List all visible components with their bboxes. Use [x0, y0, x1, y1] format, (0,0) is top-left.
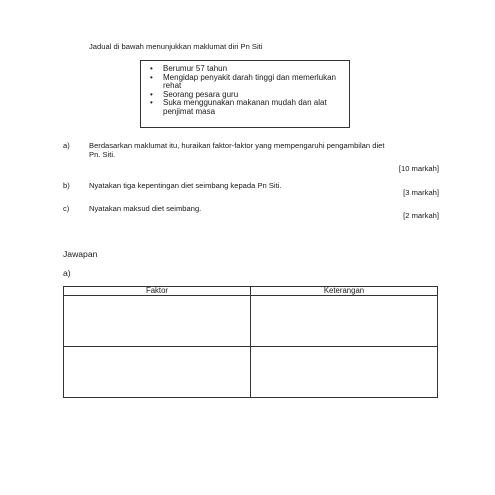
answer-cell-keterangan[interactable]: [251, 296, 438, 347]
info-item: • Suka menggunakan makanan mudah dan alat penjimat masa: [150, 98, 327, 116]
question-c-text: Nyatakan maksud diet seimbang.: [89, 204, 202, 213]
question-c-marks: [2 markah]: [403, 211, 439, 220]
answer-cell-faktor[interactable]: [64, 296, 251, 347]
table-row: [64, 296, 438, 347]
info-list: [150, 65, 343, 117]
question-c-label: c): [63, 204, 70, 213]
answer-part-label: a): [63, 268, 71, 278]
header-faktor: Faktor: [64, 287, 251, 296]
answer-cell-faktor[interactable]: [64, 347, 251, 398]
question-a-text: Berdasarkan maklumat itu, huraikan faktor-faktor yang mempengaruhi pengambilan diet Pn. Siti.: [89, 141, 385, 159]
bullet-icon: •: [150, 89, 153, 99]
answer-heading: Jawapan: [63, 249, 98, 259]
question-b-marks: [3 markah]: [403, 188, 439, 197]
bullet-icon: •: [150, 64, 153, 73]
table-row: [64, 347, 438, 398]
info-box: [140, 60, 350, 128]
answer-cell-keterangan[interactable]: [251, 347, 438, 398]
question-a-marks: [10 markah]: [398, 164, 439, 173]
info-item: • Seorang pesara guru: [150, 89, 239, 99]
info-item: • Mengidap penyakit darah tinggi dan memerlukan rehat: [150, 72, 336, 91]
info-item: • Berumur 57 tahun: [150, 64, 228, 73]
question-b-label: b): [63, 181, 70, 190]
bullet-icon: •: [150, 72, 153, 82]
bullet-icon: •: [150, 98, 153, 108]
table-header-row: [64, 287, 438, 296]
answer-table: [63, 286, 438, 398]
intro-text: Jadual di bawah menunjukkan maklumat diri Pn Siti: [89, 42, 263, 51]
question-b-text: Nyatakan tiga kepentingan diet seimbang kepada Pn Siti.: [89, 181, 282, 190]
header-keterangan: Keterangan: [251, 287, 438, 296]
question-a-label: a): [63, 141, 70, 150]
